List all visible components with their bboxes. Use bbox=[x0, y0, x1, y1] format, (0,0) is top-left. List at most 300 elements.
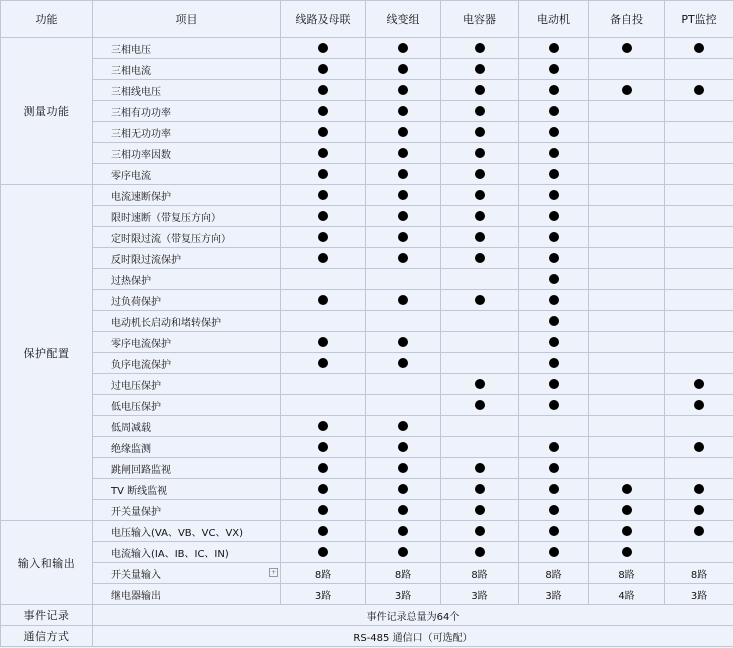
filled-circle-icon bbox=[549, 400, 559, 410]
feature-cell bbox=[441, 290, 519, 311]
filled-circle-icon bbox=[398, 253, 408, 263]
filled-circle-icon bbox=[694, 484, 704, 494]
table-row bbox=[1, 38, 733, 59]
header-function: 功能 bbox=[1, 1, 93, 38]
feature-cell bbox=[665, 374, 733, 395]
table-row bbox=[1, 185, 733, 206]
item-label bbox=[93, 563, 281, 584]
feature-cell bbox=[519, 437, 589, 458]
item-text: 跳闸回路监视 bbox=[111, 464, 171, 476]
count-cell: 3路 bbox=[441, 584, 519, 605]
empty-cell bbox=[589, 269, 665, 290]
group-label: 输入和输出 bbox=[1, 521, 93, 605]
feature-cell bbox=[281, 332, 366, 353]
empty-cell bbox=[441, 416, 519, 437]
feature-cell bbox=[519, 227, 589, 248]
feature-cell bbox=[366, 332, 441, 353]
filled-circle-icon bbox=[318, 148, 328, 158]
feature-cell bbox=[281, 437, 366, 458]
feature-cell bbox=[589, 500, 665, 521]
table-row bbox=[1, 227, 733, 248]
feature-cell bbox=[366, 185, 441, 206]
feature-cell bbox=[281, 185, 366, 206]
span-row-label: 事件记录 bbox=[1, 605, 93, 626]
empty-cell bbox=[441, 269, 519, 290]
table-row bbox=[1, 374, 733, 395]
item-label bbox=[93, 479, 281, 500]
feature-cell bbox=[665, 80, 733, 101]
item-label bbox=[93, 59, 281, 80]
empty-cell bbox=[589, 458, 665, 479]
filled-circle-icon bbox=[475, 295, 485, 305]
feature-cell bbox=[281, 143, 366, 164]
empty-cell bbox=[665, 101, 733, 122]
feature-cell bbox=[366, 80, 441, 101]
feature-cell bbox=[441, 185, 519, 206]
item-text: 三相无功功率 bbox=[111, 128, 171, 140]
feature-cell bbox=[281, 500, 366, 521]
item-text: 限时速断（带复压方向） bbox=[111, 212, 221, 224]
header-motor: 电动机 bbox=[519, 1, 589, 38]
filled-circle-icon bbox=[398, 358, 408, 368]
feature-cell bbox=[281, 122, 366, 143]
item-text: 三相有功功率 bbox=[111, 107, 171, 119]
table-row bbox=[1, 122, 733, 143]
empty-cell bbox=[281, 395, 366, 416]
empty-cell bbox=[441, 332, 519, 353]
filled-circle-icon bbox=[475, 148, 485, 158]
count-cell: 3路 bbox=[665, 584, 733, 605]
feature-cell bbox=[589, 521, 665, 542]
table-row bbox=[1, 584, 733, 605]
item-label bbox=[93, 164, 281, 185]
filled-circle-icon bbox=[398, 127, 408, 137]
feature-cell bbox=[519, 353, 589, 374]
filled-circle-icon bbox=[318, 484, 328, 494]
table-row bbox=[1, 395, 733, 416]
empty-cell bbox=[589, 416, 665, 437]
filled-circle-icon bbox=[475, 127, 485, 137]
table-row bbox=[1, 248, 733, 269]
filled-circle-icon bbox=[475, 379, 485, 389]
item-text: 零序电流 bbox=[111, 170, 151, 182]
filled-circle-icon bbox=[398, 169, 408, 179]
feature-cell bbox=[441, 80, 519, 101]
table-body bbox=[1, 38, 733, 647]
span-row-text: RS-485 通信口（可选配） bbox=[93, 626, 733, 647]
filled-circle-icon bbox=[549, 43, 559, 53]
table-row bbox=[1, 521, 733, 542]
table-row bbox=[1, 500, 733, 521]
feature-cell bbox=[366, 101, 441, 122]
filled-circle-icon bbox=[549, 232, 559, 242]
table-row bbox=[1, 479, 733, 500]
table-row bbox=[1, 332, 733, 353]
item-text: 电流速断保护 bbox=[111, 191, 171, 203]
filled-circle-icon bbox=[475, 211, 485, 221]
feature-cell bbox=[441, 38, 519, 59]
item-label bbox=[93, 437, 281, 458]
feature-cell bbox=[519, 542, 589, 563]
filled-circle-icon bbox=[694, 85, 704, 95]
feature-cell bbox=[519, 290, 589, 311]
item-label bbox=[93, 353, 281, 374]
feature-cell bbox=[441, 479, 519, 500]
item-label bbox=[93, 101, 281, 122]
item-label bbox=[93, 143, 281, 164]
empty-cell bbox=[665, 185, 733, 206]
item-label bbox=[93, 38, 281, 59]
empty-cell bbox=[589, 122, 665, 143]
filled-circle-icon bbox=[398, 442, 408, 452]
filled-circle-icon bbox=[622, 484, 632, 494]
filled-circle-icon bbox=[549, 211, 559, 221]
table-row bbox=[1, 437, 733, 458]
item-text: 过电压保护 bbox=[111, 380, 161, 392]
feature-cell bbox=[519, 500, 589, 521]
header-line-transformer: 线变组 bbox=[366, 1, 441, 38]
filled-circle-icon bbox=[398, 421, 408, 431]
item-text: TV 断线监视 bbox=[111, 485, 168, 497]
filled-circle-icon bbox=[398, 337, 408, 347]
item-label bbox=[93, 542, 281, 563]
filled-circle-icon bbox=[318, 526, 328, 536]
feature-cell bbox=[519, 395, 589, 416]
item-text: 定时限过流（带复压方向） bbox=[111, 233, 231, 245]
feature-cell bbox=[441, 59, 519, 80]
feature-cell bbox=[441, 101, 519, 122]
empty-cell bbox=[665, 311, 733, 332]
feature-cell bbox=[519, 479, 589, 500]
filled-circle-icon bbox=[318, 442, 328, 452]
feature-cell bbox=[281, 38, 366, 59]
filled-circle-icon bbox=[398, 295, 408, 305]
filled-circle-icon bbox=[549, 190, 559, 200]
empty-cell bbox=[665, 332, 733, 353]
feature-cell bbox=[366, 479, 441, 500]
filled-circle-icon bbox=[475, 85, 485, 95]
header-item: 项目 bbox=[93, 1, 281, 38]
feature-cell bbox=[366, 500, 441, 521]
feature-cell bbox=[519, 122, 589, 143]
table-row bbox=[1, 416, 733, 437]
table-row bbox=[1, 269, 733, 290]
expand-box-icon[interactable]: + bbox=[270, 569, 277, 576]
item-text: 绝缘监测 bbox=[111, 443, 151, 455]
feature-cell bbox=[589, 479, 665, 500]
header-line-bus: 线路及母联 bbox=[281, 1, 366, 38]
filled-circle-icon bbox=[549, 64, 559, 74]
empty-cell bbox=[441, 311, 519, 332]
empty-cell bbox=[665, 122, 733, 143]
header-auto-transfer: 备自投 bbox=[589, 1, 665, 38]
empty-cell bbox=[589, 164, 665, 185]
filled-circle-icon bbox=[398, 526, 408, 536]
table-row bbox=[1, 59, 733, 80]
feature-cell bbox=[281, 416, 366, 437]
item-label bbox=[93, 206, 281, 227]
item-text: 零序电流保护 bbox=[111, 338, 171, 350]
table-row bbox=[1, 101, 733, 122]
feature-cell bbox=[519, 185, 589, 206]
filled-circle-icon bbox=[475, 505, 485, 515]
count-cell: 8路 bbox=[519, 563, 589, 584]
item-text: 负序电流保护 bbox=[111, 359, 171, 371]
filled-circle-icon bbox=[475, 106, 485, 116]
filled-circle-icon bbox=[318, 505, 328, 515]
filled-circle-icon bbox=[549, 253, 559, 263]
feature-cell bbox=[589, 542, 665, 563]
empty-cell bbox=[665, 458, 733, 479]
empty-cell bbox=[366, 395, 441, 416]
feature-cell bbox=[665, 521, 733, 542]
item-label bbox=[93, 374, 281, 395]
filled-circle-icon bbox=[318, 358, 328, 368]
filled-circle-icon bbox=[398, 232, 408, 242]
item-text: 开关量输入 bbox=[111, 569, 161, 581]
empty-cell bbox=[665, 143, 733, 164]
table-row bbox=[1, 143, 733, 164]
item-text: 低电压保护 bbox=[111, 401, 161, 413]
feature-cell bbox=[441, 248, 519, 269]
filled-circle-icon bbox=[318, 421, 328, 431]
filled-circle-icon bbox=[318, 463, 328, 473]
empty-cell bbox=[589, 143, 665, 164]
item-label bbox=[93, 395, 281, 416]
filled-circle-icon bbox=[549, 484, 559, 494]
feature-cell bbox=[366, 521, 441, 542]
empty-cell bbox=[665, 164, 733, 185]
filled-circle-icon bbox=[549, 337, 559, 347]
feature-cell bbox=[366, 164, 441, 185]
filled-circle-icon bbox=[475, 400, 485, 410]
filled-circle-icon bbox=[622, 547, 632, 557]
filled-circle-icon bbox=[694, 442, 704, 452]
filled-circle-icon bbox=[475, 526, 485, 536]
empty-cell bbox=[665, 59, 733, 80]
filled-circle-icon bbox=[622, 43, 632, 53]
filled-circle-icon bbox=[318, 190, 328, 200]
count-cell: 8路 bbox=[366, 563, 441, 584]
count-cell: 8路 bbox=[281, 563, 366, 584]
feature-cell bbox=[366, 542, 441, 563]
count-cell: 3路 bbox=[281, 584, 366, 605]
filled-circle-icon bbox=[549, 526, 559, 536]
item-text: 电动机长启动和堵转保护 bbox=[111, 317, 221, 329]
feature-cell bbox=[366, 416, 441, 437]
feature-cell bbox=[441, 122, 519, 143]
empty-cell bbox=[589, 395, 665, 416]
filled-circle-icon bbox=[549, 547, 559, 557]
count-cell: 8路 bbox=[441, 563, 519, 584]
filled-circle-icon bbox=[475, 64, 485, 74]
item-text: 三相线电压 bbox=[111, 86, 161, 98]
filled-circle-icon bbox=[549, 463, 559, 473]
feature-cell bbox=[441, 206, 519, 227]
filled-circle-icon bbox=[694, 526, 704, 536]
empty-cell bbox=[589, 332, 665, 353]
item-text: 电流输入(IA、IB、IC、IN) bbox=[111, 548, 229, 560]
feature-cell bbox=[441, 542, 519, 563]
feature-cell bbox=[366, 227, 441, 248]
filled-circle-icon bbox=[549, 442, 559, 452]
item-label bbox=[93, 290, 281, 311]
feature-cell bbox=[519, 374, 589, 395]
item-label bbox=[93, 521, 281, 542]
filled-circle-icon bbox=[475, 463, 485, 473]
feature-cell bbox=[366, 458, 441, 479]
feature-cell bbox=[366, 38, 441, 59]
item-text: 继电器输出 bbox=[111, 590, 161, 602]
empty-cell bbox=[366, 374, 441, 395]
item-label bbox=[93, 248, 281, 269]
filled-circle-icon bbox=[318, 295, 328, 305]
feature-cell bbox=[519, 80, 589, 101]
feature-cell bbox=[441, 227, 519, 248]
filled-circle-icon bbox=[318, 106, 328, 116]
feature-cell bbox=[665, 38, 733, 59]
filled-circle-icon bbox=[318, 232, 328, 242]
filled-circle-icon bbox=[318, 337, 328, 347]
feature-cell bbox=[665, 479, 733, 500]
group-label: 保护配置 bbox=[1, 185, 93, 521]
feature-cell bbox=[366, 290, 441, 311]
feature-cell bbox=[519, 206, 589, 227]
filled-circle-icon bbox=[549, 358, 559, 368]
filled-circle-icon bbox=[475, 190, 485, 200]
feature-cell bbox=[281, 353, 366, 374]
feature-cell bbox=[281, 290, 366, 311]
empty-cell bbox=[665, 542, 733, 563]
empty-cell bbox=[589, 311, 665, 332]
empty-cell bbox=[441, 437, 519, 458]
empty-cell bbox=[665, 290, 733, 311]
filled-circle-icon bbox=[549, 106, 559, 116]
span-row-label: 通信方式 bbox=[1, 626, 93, 647]
filled-circle-icon bbox=[318, 127, 328, 137]
table-row bbox=[1, 206, 733, 227]
empty-cell bbox=[665, 353, 733, 374]
item-label bbox=[93, 332, 281, 353]
feature-cell bbox=[519, 248, 589, 269]
filled-circle-icon bbox=[398, 148, 408, 158]
count-cell: 3路 bbox=[366, 584, 441, 605]
feature-cell bbox=[441, 458, 519, 479]
filled-circle-icon bbox=[549, 169, 559, 179]
empty-cell bbox=[665, 269, 733, 290]
table-row bbox=[1, 311, 733, 332]
filled-circle-icon bbox=[475, 43, 485, 53]
table-row bbox=[1, 353, 733, 374]
feature-cell bbox=[441, 164, 519, 185]
filled-circle-icon bbox=[549, 295, 559, 305]
item-text: 三相电压 bbox=[111, 44, 151, 56]
filled-circle-icon bbox=[398, 190, 408, 200]
empty-cell bbox=[281, 311, 366, 332]
item-text: 过负荷保护 bbox=[111, 296, 161, 308]
item-label bbox=[93, 500, 281, 521]
filled-circle-icon bbox=[398, 85, 408, 95]
item-label bbox=[93, 227, 281, 248]
feature-cell bbox=[366, 437, 441, 458]
empty-cell bbox=[665, 227, 733, 248]
empty-cell bbox=[589, 353, 665, 374]
filled-circle-icon bbox=[549, 505, 559, 515]
item-label bbox=[93, 185, 281, 206]
item-label bbox=[93, 122, 281, 143]
feature-cell bbox=[366, 248, 441, 269]
filled-circle-icon bbox=[549, 274, 559, 284]
feature-cell bbox=[281, 227, 366, 248]
filled-circle-icon bbox=[318, 64, 328, 74]
empty-cell bbox=[589, 59, 665, 80]
feature-cell bbox=[665, 437, 733, 458]
feature-cell bbox=[441, 500, 519, 521]
empty-cell bbox=[665, 248, 733, 269]
filled-circle-icon bbox=[398, 463, 408, 473]
filled-circle-icon bbox=[694, 400, 704, 410]
item-text: 开关量保护 bbox=[111, 506, 161, 518]
empty-cell bbox=[366, 269, 441, 290]
item-text: 三相功率因数 bbox=[111, 149, 171, 161]
feature-cell bbox=[665, 500, 733, 521]
feature-cell bbox=[441, 521, 519, 542]
feature-cell bbox=[519, 143, 589, 164]
item-text: 低周减载 bbox=[111, 422, 151, 434]
feature-cell bbox=[589, 38, 665, 59]
feature-cell bbox=[281, 458, 366, 479]
empty-cell bbox=[589, 374, 665, 395]
filled-circle-icon bbox=[475, 232, 485, 242]
empty-cell bbox=[589, 185, 665, 206]
feature-cell bbox=[366, 59, 441, 80]
item-label bbox=[93, 269, 281, 290]
count-cell: 8路 bbox=[665, 563, 733, 584]
feature-cell bbox=[665, 395, 733, 416]
filled-circle-icon bbox=[318, 169, 328, 179]
table-row bbox=[1, 458, 733, 479]
feature-cell bbox=[589, 80, 665, 101]
empty-cell bbox=[589, 248, 665, 269]
count-cell: 3路 bbox=[519, 584, 589, 605]
empty-cell bbox=[519, 416, 589, 437]
feature-cell bbox=[366, 143, 441, 164]
filled-circle-icon bbox=[475, 547, 485, 557]
filled-circle-icon bbox=[694, 43, 704, 53]
filled-circle-icon bbox=[622, 505, 632, 515]
feature-cell bbox=[281, 59, 366, 80]
feature-cell bbox=[519, 521, 589, 542]
filled-circle-icon bbox=[549, 316, 559, 326]
filled-circle-icon bbox=[318, 253, 328, 263]
feature-cell bbox=[366, 206, 441, 227]
empty-cell bbox=[281, 374, 366, 395]
filled-circle-icon bbox=[694, 379, 704, 389]
table-row bbox=[1, 290, 733, 311]
filled-circle-icon bbox=[694, 505, 704, 515]
filled-circle-icon bbox=[398, 64, 408, 74]
item-label bbox=[93, 584, 281, 605]
item-text: 三相电流 bbox=[111, 65, 151, 77]
filled-circle-icon bbox=[318, 85, 328, 95]
filled-circle-icon bbox=[622, 85, 632, 95]
feature-cell bbox=[281, 206, 366, 227]
feature-cell bbox=[281, 521, 366, 542]
empty-cell bbox=[281, 269, 366, 290]
feature-cell bbox=[441, 395, 519, 416]
header-pt-monitor: PT监控 bbox=[665, 1, 733, 38]
feature-cell bbox=[519, 269, 589, 290]
